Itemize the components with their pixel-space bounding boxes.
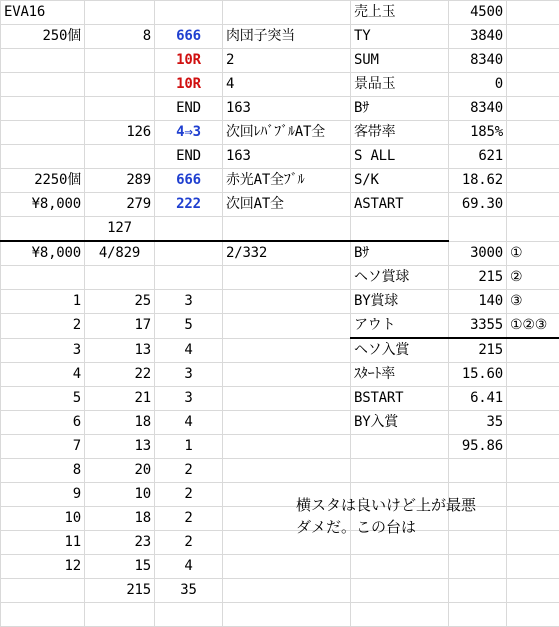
cell[interactable] xyxy=(155,603,223,627)
cell[interactable]: ¥8,000 xyxy=(1,193,85,217)
cell[interactable] xyxy=(507,217,559,242)
sheet-row xyxy=(1,1,559,25)
cell[interactable] xyxy=(85,1,155,25)
cell[interactable]: 18.62 xyxy=(449,169,507,193)
cell[interactable]: 4500 xyxy=(449,1,507,25)
sheet-row xyxy=(1,603,559,627)
cell[interactable]: 23 xyxy=(85,531,155,555)
cell[interactable] xyxy=(223,411,351,435)
cell[interactable]: 10 xyxy=(85,483,155,507)
cell[interactable] xyxy=(223,579,351,603)
cell[interactable]: 140 xyxy=(449,290,507,314)
sheet-row xyxy=(1,121,559,145)
cell[interactable] xyxy=(507,145,559,169)
cell[interactable] xyxy=(155,1,223,25)
cell[interactable]: 289 xyxy=(85,169,155,193)
cell[interactable] xyxy=(223,338,351,363)
cell[interactable]: 2 xyxy=(155,459,223,483)
cell[interactable]: 11 xyxy=(1,531,85,555)
cell[interactable]: 景品玉 xyxy=(351,73,449,97)
cell[interactable]: 621 xyxy=(449,145,507,169)
cell[interactable]: 666 xyxy=(155,25,223,49)
cell[interactable]: 1 xyxy=(1,290,85,314)
cell[interactable]: 20 xyxy=(85,459,155,483)
cell[interactable]: 4 xyxy=(155,338,223,363)
cell[interactable]: 15.60 xyxy=(449,363,507,387)
cell[interactable] xyxy=(1,266,85,290)
cell[interactable]: 8 xyxy=(1,459,85,483)
cell[interactable]: ¥8,000 xyxy=(1,241,85,266)
cell[interactable]: ASTART xyxy=(351,193,449,217)
cell[interactable] xyxy=(1,73,85,97)
cell[interactable] xyxy=(155,217,223,242)
cell[interactable] xyxy=(507,531,559,555)
cell[interactable]: 売上玉 xyxy=(351,1,449,25)
sheet-row xyxy=(1,73,559,97)
cell[interactable]: 次回AT全 xyxy=(223,193,351,217)
cell[interactable]: ｽﾀｰﾄ率 xyxy=(351,363,449,387)
cell[interactable] xyxy=(85,145,155,169)
cell[interactable] xyxy=(507,25,559,49)
cell[interactable]: 21 xyxy=(85,387,155,411)
cell[interactable]: 35 xyxy=(155,579,223,603)
cell[interactable] xyxy=(507,435,559,459)
cell[interactable]: 13 xyxy=(85,435,155,459)
cell[interactable] xyxy=(507,97,559,121)
cell[interactable]: 3000 xyxy=(449,241,507,266)
cell[interactable]: 4 xyxy=(223,73,351,97)
cell[interactable]: 250個 xyxy=(1,25,85,49)
cell[interactable] xyxy=(85,97,155,121)
memo-line-2: ダメだ。この台は xyxy=(296,516,476,538)
cell[interactable] xyxy=(507,603,559,627)
cell[interactable]: 126 xyxy=(85,121,155,145)
cell[interactable] xyxy=(223,363,351,387)
cell[interactable]: END xyxy=(155,97,223,121)
cell[interactable] xyxy=(85,73,155,97)
cell[interactable]: 35 xyxy=(449,411,507,435)
cell[interactable] xyxy=(351,579,449,603)
cell[interactable]: 17 xyxy=(85,314,155,339)
cell[interactable]: 6.41 xyxy=(449,387,507,411)
cell[interactable]: 3840 xyxy=(449,25,507,49)
cell[interactable] xyxy=(223,387,351,411)
cell[interactable]: 215 xyxy=(449,338,507,363)
cell[interactable] xyxy=(1,97,85,121)
sheet-row xyxy=(1,314,559,339)
cell[interactable] xyxy=(507,169,559,193)
cell[interactable] xyxy=(1,49,85,73)
sheet-row xyxy=(1,266,559,290)
cell[interactable]: 3 xyxy=(155,290,223,314)
cell[interactable]: BY入賞 xyxy=(351,411,449,435)
cell[interactable] xyxy=(507,73,559,97)
cell[interactable] xyxy=(351,217,449,242)
cell[interactable] xyxy=(449,217,507,242)
cell[interactable] xyxy=(223,266,351,290)
cell[interactable]: Bｻ xyxy=(351,97,449,121)
cell[interactable]: 4 xyxy=(1,363,85,387)
cell[interactable] xyxy=(1,121,85,145)
cell[interactable]: END xyxy=(155,145,223,169)
cell[interactable] xyxy=(351,555,449,579)
cell[interactable]: EVA16 xyxy=(1,1,85,25)
cell[interactable] xyxy=(1,217,85,242)
sheet-row xyxy=(1,241,559,266)
cell[interactable]: 95.86 xyxy=(449,435,507,459)
cell[interactable]: 10R xyxy=(155,73,223,97)
cell[interactable]: SUM xyxy=(351,49,449,73)
cell[interactable]: 69.30 xyxy=(449,193,507,217)
cell[interactable] xyxy=(351,603,449,627)
cell[interactable]: 3 xyxy=(155,387,223,411)
cell[interactable]: TY xyxy=(351,25,449,49)
cell[interactable] xyxy=(223,459,351,483)
memo-line-1: 横スタは良いけど上が最悪 xyxy=(296,494,476,516)
sheet-row xyxy=(1,387,559,411)
cell[interactable]: 215 xyxy=(449,266,507,290)
sheet-row xyxy=(1,217,559,242)
cell[interactable]: ヘソ賞球 xyxy=(351,266,449,290)
cell[interactable]: 163 xyxy=(223,97,351,121)
cell[interactable]: 4 xyxy=(155,555,223,579)
sheet-row xyxy=(1,579,559,603)
cell[interactable] xyxy=(351,459,449,483)
cell[interactable]: 2 xyxy=(1,314,85,339)
sheet-row xyxy=(1,363,559,387)
cell[interactable]: 15 xyxy=(85,555,155,579)
cell[interactable] xyxy=(507,121,559,145)
sheet-row xyxy=(1,411,559,435)
cell[interactable] xyxy=(85,266,155,290)
sheet-row xyxy=(1,25,559,49)
cell[interactable] xyxy=(449,459,507,483)
cell[interactable]: Bｻ xyxy=(351,241,449,266)
cell[interactable] xyxy=(507,555,559,579)
sheet-row xyxy=(1,97,559,121)
cell[interactable]: 5 xyxy=(155,314,223,339)
sheet-row xyxy=(1,435,559,459)
cell[interactable]: 2 xyxy=(155,483,223,507)
cell[interactable]: 2 xyxy=(155,531,223,555)
cell[interactable]: 3355 xyxy=(449,314,507,339)
cell[interactable]: 0 xyxy=(449,73,507,97)
cell[interactable]: 次回ﾚﾊﾞﾌﾞﾙAT全 xyxy=(223,121,351,145)
cell[interactable] xyxy=(507,49,559,73)
cell[interactable] xyxy=(155,266,223,290)
cell[interactable] xyxy=(449,579,507,603)
cell[interactable]: S ALL xyxy=(351,145,449,169)
cell[interactable]: 8 xyxy=(85,25,155,49)
cell[interactable] xyxy=(1,579,85,603)
cell[interactable] xyxy=(507,579,559,603)
cell[interactable]: 10 xyxy=(1,507,85,531)
cell[interactable]: ③ xyxy=(507,290,559,314)
cell[interactable]: 185% xyxy=(449,121,507,145)
cell[interactable]: 18 xyxy=(85,411,155,435)
cell[interactable]: 2250個 xyxy=(1,169,85,193)
cell[interactable]: 3 xyxy=(155,363,223,387)
cell[interactable]: 8340 xyxy=(449,97,507,121)
cell[interactable]: 9 xyxy=(1,483,85,507)
cell[interactable]: アウト xyxy=(351,314,449,339)
cell[interactable] xyxy=(507,387,559,411)
sheet-row xyxy=(1,290,559,314)
cell[interactable]: 2 xyxy=(155,507,223,531)
sheet-row xyxy=(1,459,559,483)
cell[interactable]: 18 xyxy=(85,507,155,531)
cell[interactable] xyxy=(507,338,559,363)
cell[interactable] xyxy=(223,435,351,459)
cell[interactable]: ② xyxy=(507,266,559,290)
cell[interactable] xyxy=(507,363,559,387)
cell[interactable]: 127 xyxy=(85,217,155,242)
cell[interactable]: 2 xyxy=(223,49,351,73)
cell[interactable]: 4⇒3 xyxy=(155,121,223,145)
sheet-row xyxy=(1,555,559,579)
cell[interactable] xyxy=(449,603,507,627)
cell[interactable]: 215 xyxy=(85,579,155,603)
cell[interactable]: 4/829 xyxy=(85,241,155,266)
cell[interactable]: BSTART xyxy=(351,387,449,411)
cell[interactable] xyxy=(223,217,351,242)
cell[interactable] xyxy=(1,145,85,169)
memo-text xyxy=(296,494,476,538)
cell[interactable] xyxy=(223,1,351,25)
cell[interactable] xyxy=(507,1,559,25)
cell[interactable]: 2/332 xyxy=(223,241,351,266)
cell[interactable]: 12 xyxy=(1,555,85,579)
cell[interactable]: 客帯率 xyxy=(351,121,449,145)
cell[interactable]: 10R xyxy=(155,49,223,73)
cell[interactable] xyxy=(1,603,85,627)
cell[interactable] xyxy=(507,459,559,483)
cell[interactable] xyxy=(85,603,155,627)
cell[interactable]: 3 xyxy=(1,338,85,363)
cell[interactable] xyxy=(155,241,223,266)
cell[interactable] xyxy=(507,411,559,435)
cell[interactable] xyxy=(449,555,507,579)
cell[interactable]: 13 xyxy=(85,338,155,363)
cell[interactable]: 8340 xyxy=(449,49,507,73)
cell[interactable] xyxy=(351,435,449,459)
cell[interactable]: ヘソ入賞 xyxy=(351,338,449,363)
cell[interactable]: 肉団子突当 xyxy=(223,25,351,49)
cell[interactable] xyxy=(223,603,351,627)
cell[interactable] xyxy=(85,49,155,73)
cell[interactable]: 6 xyxy=(1,411,85,435)
sheet-row xyxy=(1,49,559,73)
sheet-row xyxy=(1,145,559,169)
cell[interactable] xyxy=(507,507,559,531)
cell[interactable] xyxy=(507,483,559,507)
cell[interactable]: 222 xyxy=(155,193,223,217)
cell[interactable]: BY賞球 xyxy=(351,290,449,314)
cell[interactable]: ①②③ xyxy=(507,314,559,339)
cell[interactable]: 25 xyxy=(85,290,155,314)
cell[interactable]: 赤光AT全ﾌﾞﾙ xyxy=(223,169,351,193)
cell[interactable] xyxy=(507,193,559,217)
cell[interactable]: 22 xyxy=(85,363,155,387)
sheet-row xyxy=(1,193,559,217)
cell[interactable]: 5 xyxy=(1,387,85,411)
cell[interactable]: 1 xyxy=(155,435,223,459)
cell[interactable] xyxy=(223,314,351,339)
cell[interactable]: 4 xyxy=(155,411,223,435)
cell[interactable] xyxy=(223,290,351,314)
cell[interactable]: 279 xyxy=(85,193,155,217)
sheet-row xyxy=(1,169,559,193)
cell[interactable]: 7 xyxy=(1,435,85,459)
cell[interactable]: 163 xyxy=(223,145,351,169)
sheet-row xyxy=(1,338,559,363)
cell[interactable] xyxy=(223,555,351,579)
cell[interactable]: S/K xyxy=(351,169,449,193)
cell[interactable]: ① xyxy=(507,241,559,266)
cell[interactable]: 666 xyxy=(155,169,223,193)
